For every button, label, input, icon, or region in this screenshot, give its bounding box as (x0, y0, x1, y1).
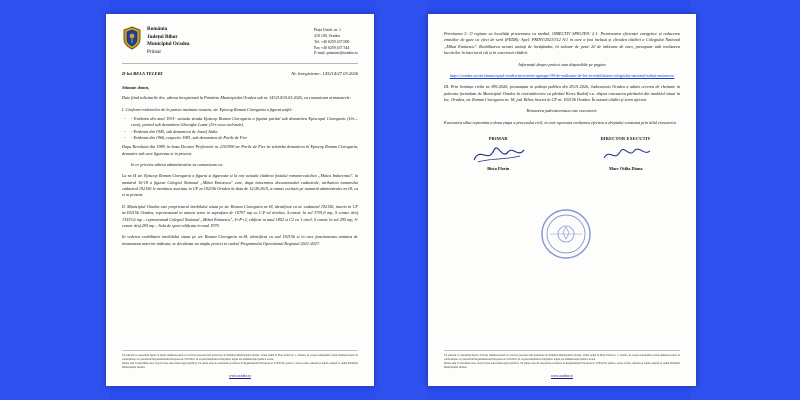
addressee-row (122, 71, 358, 76)
page-footer (122, 350, 358, 378)
contact-line-2: Tel. +40 0259 437 000 (314, 39, 350, 44)
signature-block-mayor (444, 136, 553, 171)
letterhead-line-3: Primar (147, 48, 162, 55)
signature-title: PRIMAR (488, 136, 508, 142)
signature-block-director (571, 136, 680, 171)
body-paragraph-1: Informații despre proiect sunt disponibile pe pagina (518, 61, 606, 67)
footer-website-link[interactable]: www.oradea.ro (229, 374, 251, 378)
contact-line-1: 410 100, Oradea (314, 33, 340, 38)
signature-title: DIRECTOR EXECUTIV (600, 136, 651, 142)
contact-line-4: E-mail: primarie@oradea.ro (314, 51, 358, 56)
footer-rights: Datele sunt fi dezvăluite unor terți în baza unui temei legal justificat. Vă puteți exercita drepturile prevăzute în Regulamentul European nr. 679/2016, printr-o cerere scrisă, semnată și datată, depusă la sediul Primăriei Municipiului Oradea. (122, 362, 358, 370)
project-info-link[interactable]: https://oradea.ro/stiri/municipiul-oradea-investeste-aproape-99-de-milioane-de-lei-in-reabilitarea-colegiului-national-mihai-eminescu/ (449, 72, 675, 78)
handwritten-signature (571, 142, 680, 166)
body-paragraph-9: In vederea reabilitarii imobilului situat pe str. Roman Ciorogariu nr.18, identificat cu cad 192156 si in care functioneaza unitatea de invatamant anterior indicata, se deruleaza un amplu proiect in cadrul Programului Operational Regional 2021-2027: (122, 234, 358, 246)
romania-coat-of-arms-icon (122, 26, 142, 50)
handwritten-signature (444, 142, 553, 166)
background-band-middle (375, 0, 427, 400)
body-paragraph-6: In ce priveste adresa administrativa va comunicam ca: (131, 161, 224, 167)
list-item: - - Evidenta din anul 1931- actuala strada Episcop Roman Ciorogariu a figurat partial sub denumirea Episcopul Ciorogariu (Uri—cova), partial sub denumirea Gheorghe Lazar (Uri-coca etal-mzir). (122, 116, 358, 129)
letterhead-line-1: Județul Bihor (147, 33, 178, 40)
body-paragraph-1: I. Conform evidentelor de la partea institutia noastra, str. Episcop Roman Ciorogariu a figurat astfel: (122, 106, 293, 112)
letterhead-contact (314, 28, 358, 57)
letterhead-line-2: Municipiul Oradea (147, 41, 190, 48)
background-band-left (0, 0, 110, 400)
signature-name: Birta Florin (487, 166, 510, 172)
body-paragraph-7: La nr.14 str. Episcop Roman Ciorogariu a figurat si figureaza si la ora actuala cladirea fostului romano-catolica „Maica Indurerata", la numarul 16-18 a figurat Colegiul National „Mihai Eminescu" care, dupa intocmirea documentatiei cadastrale, atribuirea numarului cadastral 192156 le mentinea asociata in CF nr.192156 Oradea la data de 12.08.2015, a ramas exclusiv pe numarul administrativ nr.18, ca si in prezent. (122, 173, 358, 198)
body-paragraph-0: Prioritatea 3: O regiune cu localități prietenoase cu mediul, OBIECTIV SPECIFIC 2.1: Promovarea eficienței energetice și reducerea emisiilor de gaze cu efect de seră (FEDR); Apel: PRINV/2023/312 A/1 in care a fost inclusă și cliradea clădirii a Colegiului National „Mihai Eminescu". Reabilitarea acestei unitați de învățământ, în valoare de peste 20 de milioane de euro, presupune atât realizarea lucrărilor în interiorul cât și în exteriorul clădirii. (444, 31, 680, 56)
footer-disclaimer: Vă aducem la cunoștință faptul că datele dumneavoastră cu caracter personal sunt prelucrate de Primăria Municipiului Oradea, având sediul în Piața Unirii nr. 1, Oradea, în scopul soluționării cererii dumneavoastră, în conformitate cu prevederile Regulamentului European nr. 679/2016, în scopul îndeplinirii obligațiilor legale ale administrației publice locale. (122, 354, 358, 362)
list-item: - - Evidenta din 1945, sub denumirea de Jozsef Attila (122, 129, 358, 135)
body-paragraph-4: Hotararea judecatoreasca este executorie. (526, 108, 598, 114)
footer-divider (444, 350, 680, 351)
footer-rights: Datele sunt fi dezvăluite unor terți în baza unui temei legal justificat. Vă puteți exercita drepturile prevăzute în Regulamentul European nr. 679/2016, printr-o cerere scrisă, semnată și datată, depusă la sediul Primăriei Municipiului Oradea. (444, 362, 680, 370)
background-band-right (690, 0, 800, 400)
salutation: Stimate domn, (122, 85, 150, 91)
body-paragraph-5: Evacuarea silita reprezinta a doua etapa a procesului civil, in care opereaza realizarea efectiva a dreptului constatat prin titlul executoriu. (444, 119, 677, 125)
contact-line-3: Fax +40 0259 437 544 (314, 45, 350, 50)
registration-number: Nr. înregistrare: 143214/27.03.2026 (291, 71, 358, 77)
footer-divider (122, 350, 358, 351)
letterhead-titles (147, 26, 190, 56)
letterhead-divider (122, 63, 358, 64)
document-page-2[interactable] (428, 14, 696, 386)
footer-disclaimer: Vă aducem la cunoștință faptul că datele dumneavoastră cu caracter personal sunt prelucrate de Primăria Municipiului Oradea, având sediul în Piața Unirii nr. 1, Oradea, în scopul soluționării cererii dumneavoastră, în conformitate cu prevederile Regulamentului European nr. 679/2016, în scopul îndeplinirii obligațiilor legale ale administrației publice locale. (444, 354, 680, 362)
body-paragraph-3: III. Prin Sentința civila nr. 891/2026, pronunțata in ședința publica din 29.01.2026, Judecatoria Oradea a admis cererea de chemare in judecata formulata de Municipiul Oradea în contradictoriu cu pârâtul Keres Rudolf s.a. dispus evacuarea părâtului din imobilul situat în loc. Oradea, str. Roman Ciorogariu nr. 18, jud. Bihor, înscris în CF nr. 192156 Oradea. În natură clădiri și teren aferent. (444, 84, 680, 102)
footer-website-link[interactable]: www.oradea.ro (551, 374, 573, 378)
body-paragraph-5: Dupa Revolutia din 1989, în baza Deciziei Prefecturii nr 2101990 str Porile de Fier isi schimba denumirea în Episcop Roman Ciorogariu, denumire sub care figureaza si in prezent. (122, 144, 358, 156)
signature-name: Marc Otilia Diana (608, 166, 643, 172)
official-round-stamp-icon (540, 208, 592, 260)
body-paragraph-8: II. Municipiul Oradea este proprietarul imobilului situat pe str. Roman Ciorogariu nr.18, identificat cu nr. cadastral 192156, inscris in CF nr.192156 Oradea, reprezentand in natura teren in suprafata de 10707 mp cu C.F.-ul nivelun, S.constr. la sol 3791,6 mp, S constr. desf 13533,6 mp – reprezentand Colegiul National „Mihai Eminescu", S+P+2, edificat in anul 1852 si C2 cu 1 nivel, S constr. la sol 295 mp, S-constr. desf.295 mp – Sala de sport edificata in anul 1979. (122, 203, 358, 228)
body-paragraph-0: Date fiind solicitarile dvs. adresa înregistrată la Primăria Municipiului Oradea sub nr. 143214/10.03.2026, va comunicam urmatoarele: (122, 95, 352, 101)
page-footer (444, 350, 680, 378)
contact-line-0: Piața Unirii, nr. 1 (314, 28, 341, 32)
addressee: D-lui BELA TELEKI (122, 71, 163, 77)
list-item: - - Evidenta din 1966, respectiv 1981, sub denumirea de Porile de Fier (122, 135, 358, 141)
letterhead-line-0: România (147, 26, 168, 32)
signature-area (444, 136, 680, 171)
history-bullet-list (122, 116, 358, 141)
letterhead (122, 26, 358, 57)
document-page-1[interactable] (106, 14, 374, 386)
